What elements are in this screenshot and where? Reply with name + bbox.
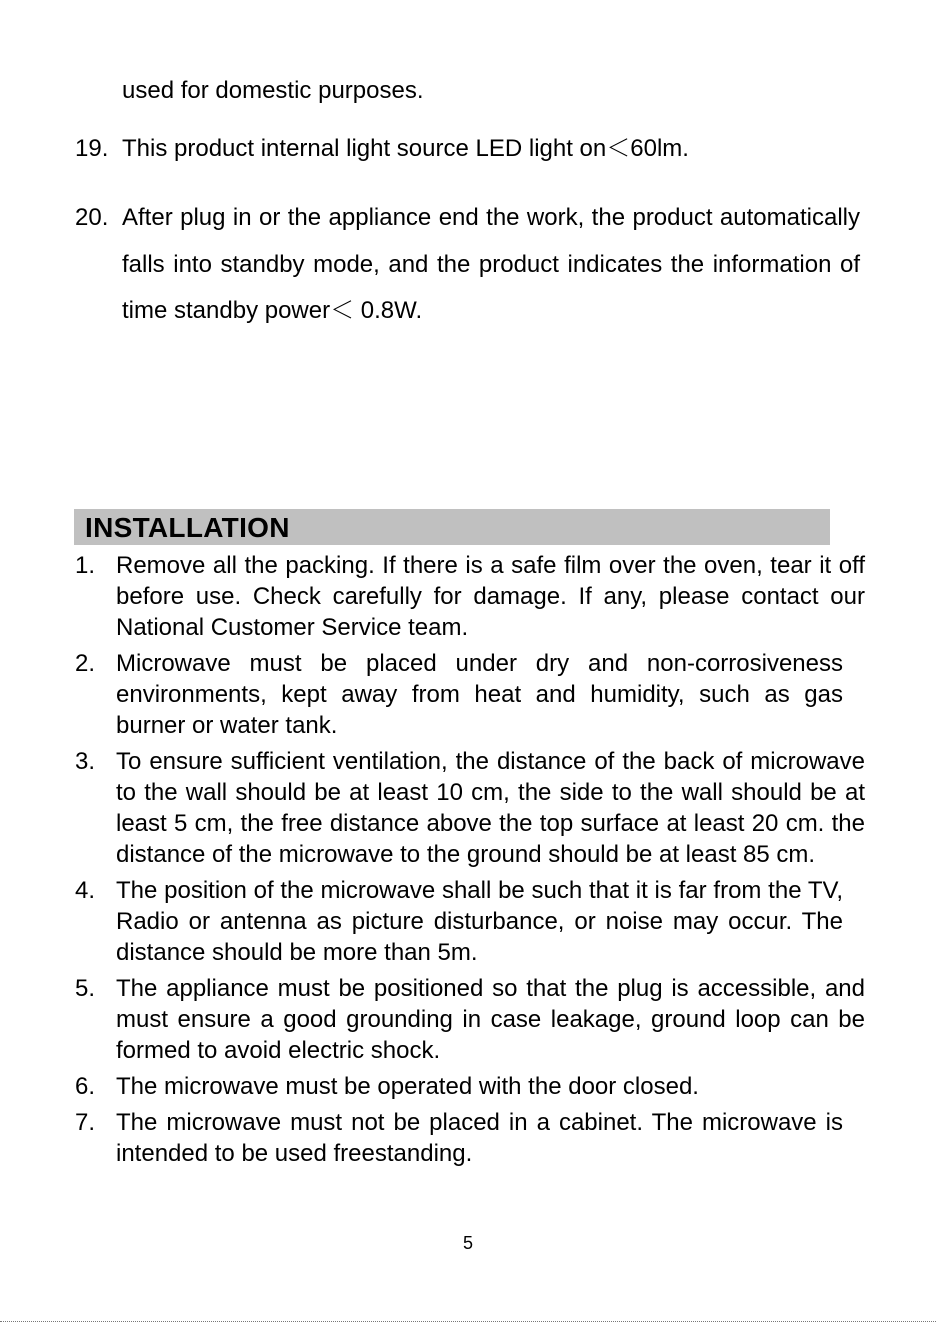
item-text: Remove all the packing. If there is a safe film over the oven, tear it off before use. Check carefully for damage. If any, please contact our National Customer Service team. [116, 552, 865, 641]
list-item [75, 1071, 865, 1102]
item-number: 6. [75, 1073, 96, 1100]
item-number: 4. [75, 877, 96, 904]
item-text: The microwave must not be placed in a cabinet. The microwave is intended to be used freestanding. [116, 1109, 843, 1167]
list-item [75, 973, 865, 1066]
item-text: To ensure sufficient ventilation, the distance of the back of microwave to the wall should be at least 10 cm, the side to the wall should be at least 5 cm, the free distance above the top surface at least 20 cm. the distance of the microwave to the ground should be at least 85 cm. [116, 748, 865, 868]
item-number: 5. [75, 975, 96, 1002]
item-text: After plug in or the appliance end the work, the product automatically falls into standby mode, and the product indicates the information of time standby power＜ 0.8W. [122, 204, 860, 324]
installation-list [75, 550, 865, 1169]
item-number: 1. [75, 552, 96, 579]
list-item [75, 875, 865, 968]
item-number: 2. [75, 650, 96, 677]
item-number: 7. [75, 1109, 96, 1136]
continuation-text: used for domestic purposes. [122, 77, 424, 104]
list-item [75, 1107, 865, 1169]
page-number: 5 [462, 1233, 473, 1253]
item-number: 19. [75, 135, 109, 162]
list-item [75, 746, 865, 870]
list-item [75, 648, 865, 741]
section-heading: INSTALLATION [85, 512, 290, 543]
item-text: This product internal light source LED light on＜60lm. [122, 135, 689, 162]
item-text: Microwave must be placed under dry and non-corrosiveness environments, kept away from heat and humidity, such as gas burner or water tank. [116, 650, 843, 739]
item-number: 20. [75, 204, 109, 231]
list-item [75, 195, 860, 335]
list-item [75, 550, 865, 643]
item-number: 3. [75, 748, 96, 775]
item-text: The microwave must be operated with the door closed. [116, 1073, 699, 1100]
installation-heading-bar [74, 509, 830, 545]
item-text: The position of the microwave shall be such that it is far from the TV, Radio or antenna as picture disturbance, or noise may occur. The distance should be more than 5m. [116, 877, 843, 966]
page-divider [0, 1321, 936, 1322]
item-text: The appliance must be positioned so that the plug is accessible, and must ensure a good grounding in case leakage, ground loop can be formed to avoid electric shock. [116, 975, 865, 1064]
list-item [75, 134, 860, 164]
